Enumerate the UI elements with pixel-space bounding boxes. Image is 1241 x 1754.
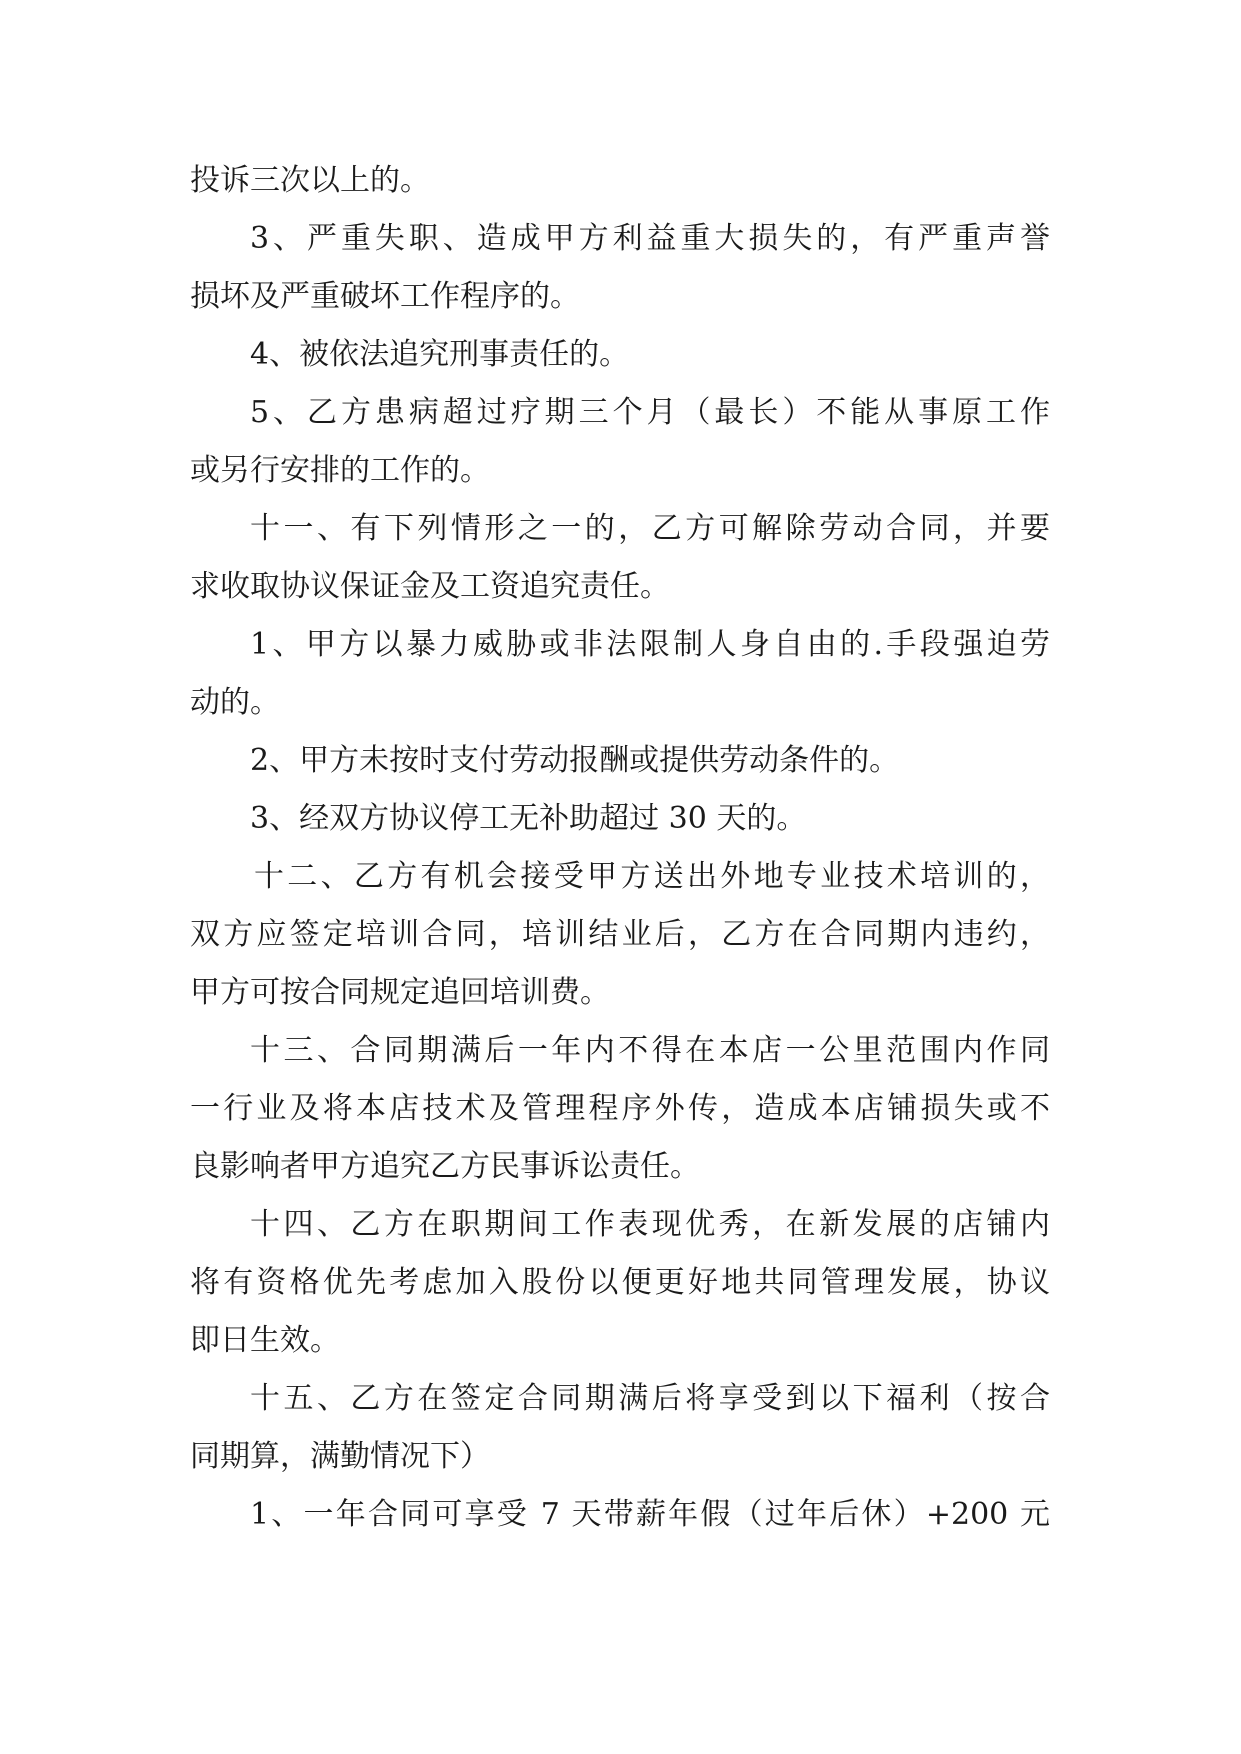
text-line: 十一、有下列情形之一的，乙方可解除劳动合同，并要 <box>250 511 1050 546</box>
text-line: 1、一年合同可享受 7 天带薪年假（过年后休）+200 元 <box>250 1497 1050 1532</box>
paragraph <box>190 1022 1050 1196</box>
paragraph <box>190 210 1050 326</box>
text-line: 2、甲方未按时支付劳动报酬或提供劳动条件的。 <box>250 743 900 778</box>
text-line: 十二、乙方有机会接受甲方送出外地专业技术培训的， <box>254 859 1050 894</box>
text-line: 动的。 <box>190 685 280 720</box>
text-line: 良影响者甲方追究乙方民事诉讼责任。 <box>190 1149 700 1184</box>
text-line: 5、乙方患病超过疗期三个月（最长）不能从事原工作 <box>250 395 1050 430</box>
paragraph <box>190 500 1050 616</box>
text-line: 投诉三次以上的。 <box>190 163 430 198</box>
text-line: 十五、乙方在签定合同期满后将享受到以下福利（按合 <box>250 1381 1050 1416</box>
paragraph <box>190 1196 1050 1370</box>
document-body <box>190 152 1050 1544</box>
text-line: 十四、乙方在职期间工作表现优秀，在新发展的店铺内 <box>250 1207 1050 1242</box>
text-line: 损坏及严重破坏工作程序的。 <box>190 279 580 314</box>
text-line: 1、甲方以暴力威胁或非法限制人身自由的.手段强迫劳 <box>250 627 1050 662</box>
text-line: 双方应签定培训合同，培训结业后，乙方在合同期内违约， <box>190 917 1050 952</box>
text-line: 同期算，满勤情况下） <box>190 1439 490 1474</box>
text-line: 4、被依法追究刑事责任的。 <box>250 337 630 372</box>
text-line: 或另行安排的工作的。 <box>190 453 490 488</box>
paragraph <box>190 848 1050 1022</box>
paragraph <box>190 790 1050 848</box>
paragraph <box>190 616 1050 732</box>
paragraph <box>190 1370 1050 1486</box>
text-line: 十三、合同期满后一年内不得在本店一公里范围内作同 <box>250 1033 1050 1068</box>
paragraph <box>190 326 1050 384</box>
text-line: 即日生效。 <box>190 1323 340 1358</box>
text-line: 3、严重失职、造成甲方利益重大损失的，有严重声誉 <box>250 221 1050 256</box>
paragraph <box>190 152 1050 210</box>
paragraph <box>190 732 1050 790</box>
text-line: 一行业及将本店技术及管理程序外传，造成本店铺损失或不 <box>190 1091 1050 1126</box>
text-line: 3、经双方协议停工无补助超过 30 天的。 <box>250 801 807 836</box>
paragraph <box>190 384 1050 500</box>
paragraph <box>190 1486 1050 1544</box>
text-line: 求收取协议保证金及工资追究责任。 <box>190 569 670 604</box>
text-line: 甲方可按合同规定追回培训费。 <box>190 975 610 1010</box>
text-line: 将有资格优先考虑加入股份以便更好地共同管理发展，协议 <box>190 1265 1050 1300</box>
